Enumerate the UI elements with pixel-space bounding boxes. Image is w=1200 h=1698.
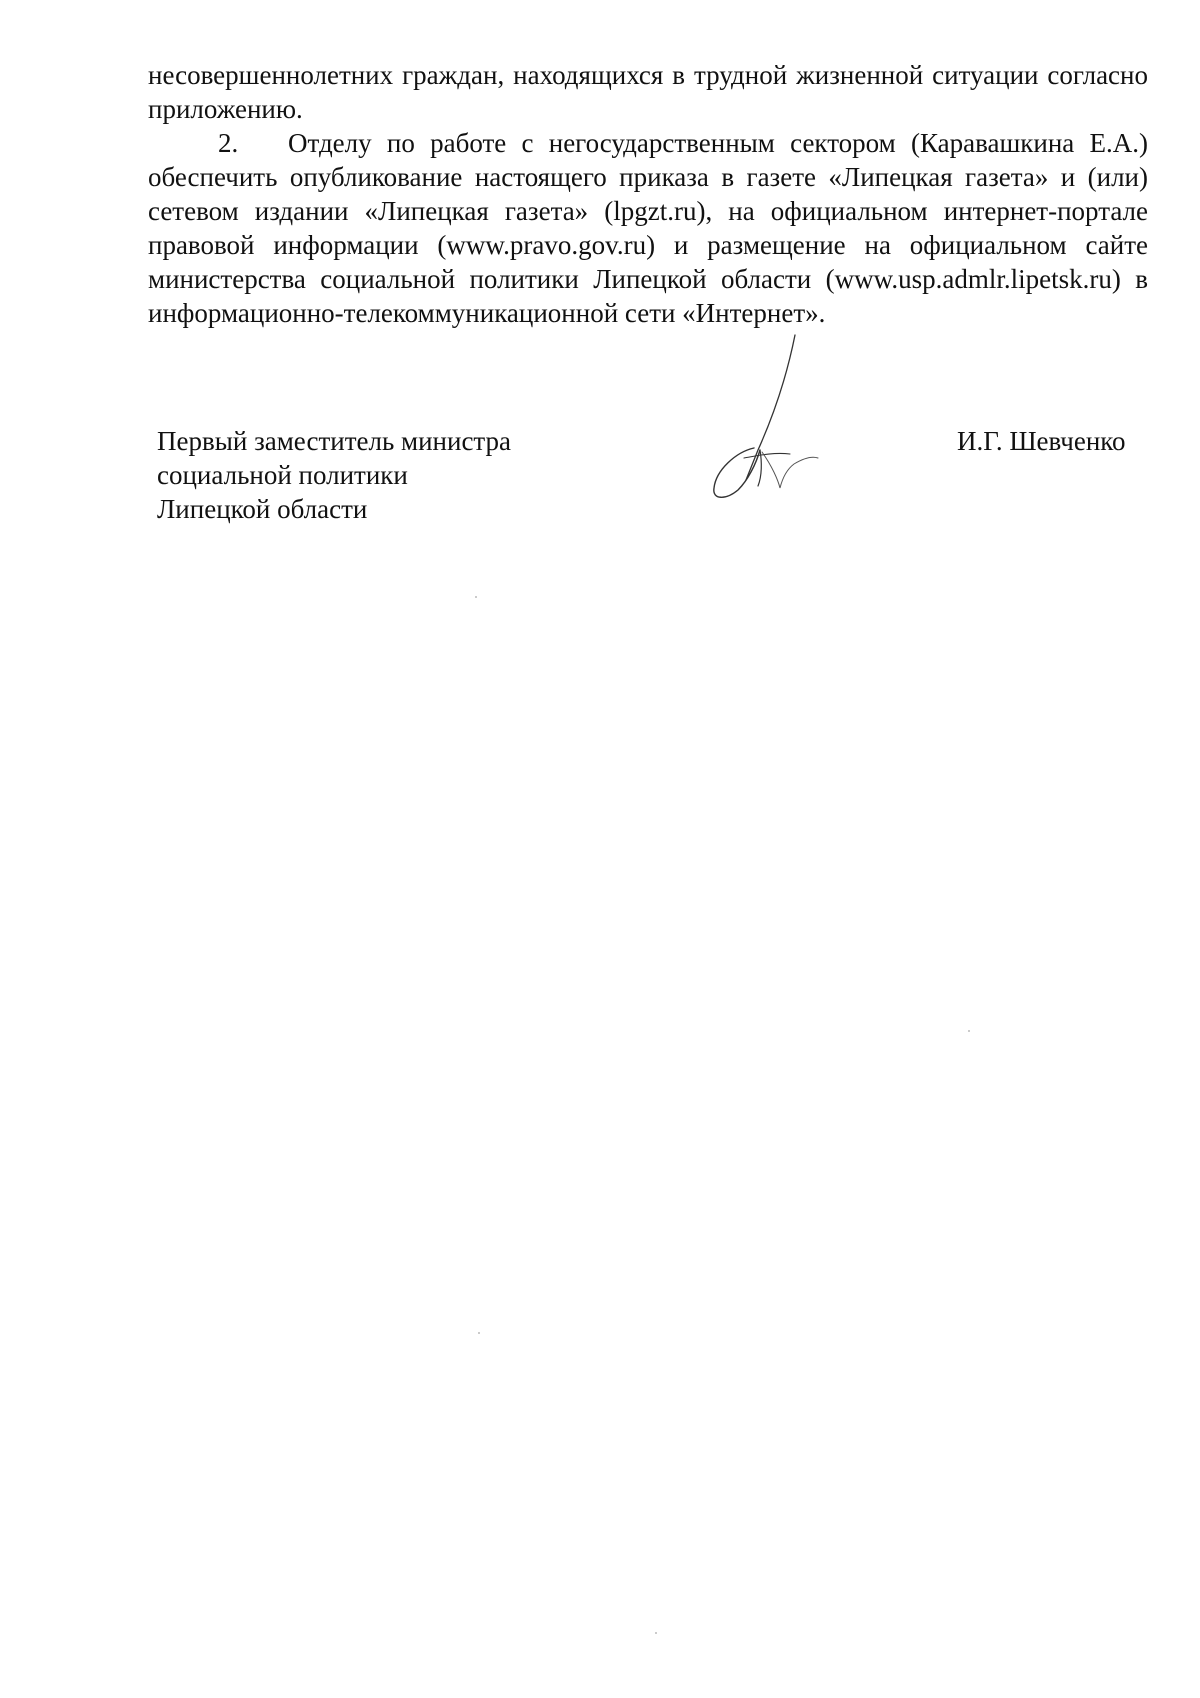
item-2-text: Отделу по работе с негосударственным сектором (Каравашкина Е.А.) обеспечить опубликование настоящего приказа в газете «Липецкая газета» и (или) сетевом издании «Липецкая газета» (lpgzt.ru), на официальном интернет-портале правовой информации (www.pravo.gov.ru) и размещение на официальном сайте министерства социальной политики Липецкой области (www.usp.admlr.lipetsk.ru) в информационно-телекоммуникационной сети «Интернет». (148, 128, 1148, 328)
handwritten-signature (700, 330, 820, 510)
signatory-position (157, 424, 511, 526)
scan-speck (475, 596, 477, 598)
signatory-name: И.Г. Шевченко (957, 426, 1126, 456)
scan-speck (478, 1332, 480, 1334)
position-line-3: Липецкой области (157, 494, 368, 524)
paragraph-item-2 (148, 126, 1148, 330)
paragraph-continuation: несовершеннолетних граждан, находящихся в трудной жизненной ситуации согласно приложению. (148, 60, 1148, 124)
item-number: 2. (218, 128, 239, 158)
scan-speck (968, 1030, 970, 1032)
position-line-2: социальной политики (157, 460, 408, 490)
position-line-1: Первый заместитель министра (157, 426, 512, 456)
document-body (148, 58, 1148, 330)
scan-speck (655, 1632, 657, 1634)
